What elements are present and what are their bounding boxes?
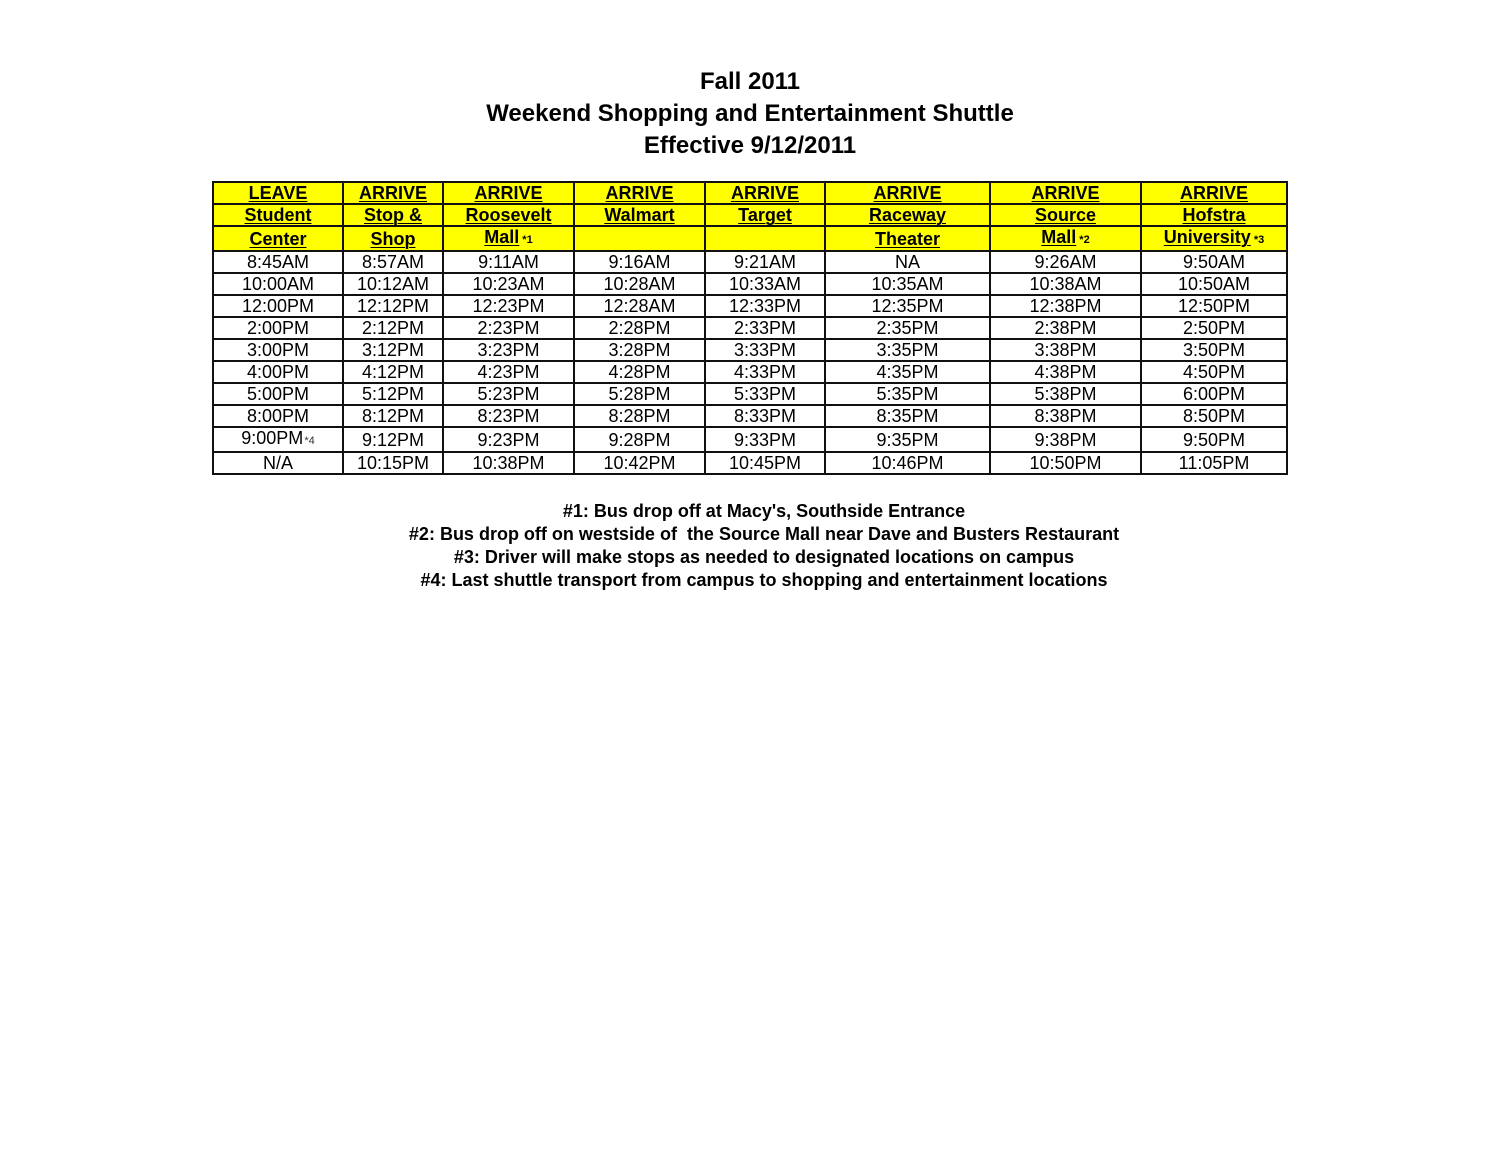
time-cell	[343, 383, 443, 405]
time-value: 5:28PM	[608, 384, 671, 404]
footnote-marker: *1	[522, 234, 533, 246]
time-value: 12:50PM	[1177, 296, 1251, 316]
title-season: Fall 2011	[699, 68, 801, 95]
time-value: 4:12PM	[361, 362, 425, 382]
column-header-cell	[1141, 182, 1287, 204]
time-cell	[825, 383, 990, 405]
time-cell	[825, 251, 990, 273]
time-value: 9:21AM	[733, 252, 797, 272]
time-value: 8:57AM	[361, 252, 425, 272]
column-header-cell	[213, 204, 343, 226]
document-title-block	[0, 66, 1500, 162]
time-cell	[705, 452, 825, 474]
time-cell	[343, 427, 443, 452]
header-row-1	[213, 182, 1287, 204]
time-cell	[705, 339, 825, 361]
column-header-cell	[825, 182, 990, 204]
time-value: 10:35AM	[871, 274, 944, 294]
time-cell	[443, 405, 574, 427]
time-cell	[213, 361, 343, 383]
column-header-cell	[825, 204, 990, 226]
time-cell	[1141, 383, 1287, 405]
column-header-text: ARRIVE	[1031, 183, 1100, 203]
time-value: N/A	[262, 453, 293, 473]
time-value: 9:00PM	[241, 428, 304, 448]
time-value: 3:12PM	[361, 340, 425, 360]
column-header-text: ARRIVE	[873, 183, 942, 203]
time-cell	[1141, 427, 1287, 452]
time-cell	[705, 273, 825, 295]
time-value: 3:00PM	[246, 340, 310, 360]
time-value: 5:38PM	[1034, 384, 1097, 404]
time-cell	[990, 405, 1141, 427]
time-value: 8:23PM	[477, 406, 540, 426]
header-row-3	[213, 226, 1287, 251]
time-cell	[990, 452, 1141, 474]
column-header-cell	[1141, 226, 1287, 251]
time-cell	[443, 317, 574, 339]
time-value: 2:12PM	[361, 318, 425, 338]
time-value: 12:23PM	[472, 296, 545, 316]
time-cell	[705, 383, 825, 405]
time-cell	[825, 361, 990, 383]
table-row	[213, 273, 1287, 295]
time-cell	[825, 339, 990, 361]
time-cell	[213, 452, 343, 474]
time-cell	[990, 361, 1141, 383]
time-cell	[443, 339, 574, 361]
column-header-cell	[705, 182, 825, 204]
time-cell	[825, 405, 990, 427]
footnote-4: #4: Last shuttle transport from campus to shopping and entertainment locations	[420, 570, 1108, 590]
time-cell	[990, 427, 1141, 452]
time-value: 12:35PM	[871, 296, 944, 316]
title-effective-date: Effective 9/12/2011	[643, 132, 857, 159]
time-cell	[574, 295, 705, 317]
column-header-cell	[343, 204, 443, 226]
column-header-cell	[705, 204, 825, 226]
time-cell	[705, 317, 825, 339]
time-value: 12:33PM	[728, 296, 802, 316]
time-value: 3:23PM	[477, 340, 540, 360]
time-value: 8:35PM	[876, 406, 939, 426]
column-header-text: Hofstra	[1182, 205, 1246, 225]
time-cell	[705, 405, 825, 427]
title-service: Weekend Shopping and Entertainment Shuttle	[486, 100, 1014, 127]
time-cell	[705, 251, 825, 273]
footnote-marker: *4	[304, 435, 315, 447]
time-cell	[990, 339, 1141, 361]
time-value: 10:46PM	[871, 453, 944, 473]
time-value: 2:23PM	[477, 318, 540, 338]
time-value: 2:35PM	[876, 318, 939, 338]
time-value: 9:35PM	[876, 429, 939, 450]
table-row	[213, 251, 1287, 273]
time-value: 9:23PM	[477, 429, 540, 450]
column-header-cell	[443, 182, 574, 204]
time-value: 4:35PM	[876, 362, 939, 382]
time-cell	[1141, 317, 1287, 339]
time-cell	[705, 361, 825, 383]
column-header-cell	[443, 226, 574, 251]
column-header-cell	[574, 226, 705, 251]
column-header-cell	[990, 204, 1141, 226]
time-cell	[825, 295, 990, 317]
time-cell	[343, 295, 443, 317]
column-header-text: Mall	[484, 227, 520, 247]
time-value: 6:00PM	[1182, 384, 1246, 404]
time-value: 5:23PM	[477, 384, 540, 404]
time-cell	[443, 273, 574, 295]
time-value: 3:33PM	[733, 340, 797, 360]
time-value: 10:42PM	[603, 453, 676, 473]
time-value: 4:38PM	[1034, 362, 1097, 382]
time-cell	[825, 317, 990, 339]
time-value: 8:45AM	[246, 252, 310, 272]
time-value: 10:23AM	[472, 274, 545, 294]
time-value: 12:28AM	[603, 296, 676, 316]
time-cell	[443, 427, 574, 452]
time-value: 9:16AM	[608, 252, 671, 272]
time-value: 8:00PM	[246, 406, 310, 426]
time-cell	[825, 452, 990, 474]
time-value: 8:50PM	[1182, 406, 1246, 426]
time-cell	[825, 427, 990, 452]
time-value: 12:38PM	[1029, 296, 1102, 316]
column-header-text: ARRIVE	[605, 183, 674, 203]
table-row	[213, 361, 1287, 383]
time-cell	[213, 339, 343, 361]
time-value: 2:33PM	[733, 318, 797, 338]
time-value: 5:00PM	[246, 384, 310, 404]
time-cell	[443, 452, 574, 474]
time-cell	[343, 251, 443, 273]
time-value: 4:00PM	[246, 362, 310, 382]
time-cell	[574, 361, 705, 383]
shuttle-schedule-table	[212, 181, 1288, 475]
time-value: 5:33PM	[733, 384, 797, 404]
column-header-cell	[213, 226, 343, 251]
time-cell	[574, 427, 705, 452]
time-value: 9:28PM	[608, 429, 671, 450]
table-row	[213, 339, 1287, 361]
time-value: 10:50AM	[1177, 274, 1251, 294]
time-cell	[705, 427, 825, 452]
column-header-cell	[343, 182, 443, 204]
time-cell	[343, 339, 443, 361]
column-header-text: Raceway	[868, 205, 947, 225]
time-value: 3:28PM	[608, 340, 671, 360]
time-cell	[990, 251, 1141, 273]
time-value: 8:12PM	[361, 406, 425, 426]
time-value: 10:15PM	[356, 453, 430, 473]
column-header-cell	[443, 204, 574, 226]
time-value: 10:38PM	[472, 453, 545, 473]
time-value: 5:12PM	[361, 384, 425, 404]
time-cell	[213, 295, 343, 317]
time-cell	[1141, 295, 1287, 317]
column-header-text: LEAVE	[248, 183, 308, 203]
column-header-cell	[825, 226, 990, 251]
time-value: 12:00PM	[241, 296, 315, 316]
time-value: 9:50AM	[1182, 252, 1246, 272]
footnote-marker: *3	[1253, 234, 1265, 246]
footnote-marker: *2	[1079, 234, 1090, 246]
time-cell	[574, 452, 705, 474]
column-header-text: Student	[244, 205, 312, 225]
footnotes	[0, 500, 1500, 592]
header-row-2	[213, 204, 1287, 226]
time-cell	[343, 452, 443, 474]
time-value: 10:12AM	[356, 274, 430, 294]
time-cell	[213, 273, 343, 295]
time-cell	[574, 383, 705, 405]
column-header-text: University	[1163, 227, 1251, 247]
time-cell	[343, 405, 443, 427]
table-row	[213, 317, 1287, 339]
time-cell	[443, 251, 574, 273]
time-value: 2:50PM	[1182, 318, 1246, 338]
column-header-cell	[990, 182, 1141, 204]
table-row	[213, 405, 1287, 427]
time-cell	[343, 317, 443, 339]
time-cell	[213, 427, 343, 452]
time-value: 9:38PM	[1034, 429, 1097, 450]
table-row	[213, 427, 1287, 452]
time-cell	[1141, 339, 1287, 361]
time-value: 4:50PM	[1182, 362, 1246, 382]
time-value: 2:00PM	[246, 318, 310, 338]
column-header-text: ARRIVE	[474, 183, 543, 203]
column-header-text: ARRIVE	[730, 183, 799, 203]
time-value: 2:28PM	[608, 318, 671, 338]
time-value: 3:38PM	[1034, 340, 1097, 360]
time-value: 4:23PM	[477, 362, 540, 382]
time-value: 8:33PM	[733, 406, 797, 426]
column-header-text: ARRIVE	[1179, 183, 1248, 203]
column-header-text: Roosevelt	[465, 205, 552, 225]
time-cell	[574, 251, 705, 273]
time-value: 5:35PM	[876, 384, 939, 404]
time-value: 3:35PM	[876, 340, 939, 360]
time-value: 8:38PM	[1034, 406, 1097, 426]
time-cell	[574, 273, 705, 295]
time-cell	[443, 295, 574, 317]
time-value: 9:11AM	[478, 252, 539, 272]
time-value: 10:00AM	[241, 274, 315, 294]
time-cell	[990, 317, 1141, 339]
time-cell	[990, 273, 1141, 295]
time-value: 10:50PM	[1029, 453, 1102, 473]
time-value: 12:12PM	[356, 296, 430, 316]
time-value: 11:05PM	[1178, 453, 1250, 473]
time-value: 4:28PM	[608, 362, 671, 382]
time-cell	[574, 339, 705, 361]
time-value: 2:38PM	[1034, 318, 1097, 338]
column-header-text: Shop	[370, 228, 416, 249]
table-row	[213, 452, 1287, 474]
time-cell	[343, 361, 443, 383]
column-header-text: Mall	[1041, 227, 1077, 247]
footnote-1: #1: Bus drop off at Macy's, Southside Entrance	[562, 501, 966, 521]
column-header-text: Theater	[874, 228, 941, 249]
time-value: 9:33PM	[733, 429, 797, 450]
column-header-text: Source	[1034, 205, 1097, 225]
column-header-text: Walmart	[604, 205, 675, 225]
column-header-cell	[574, 182, 705, 204]
column-header-text: Target	[738, 205, 792, 225]
time-cell	[213, 251, 343, 273]
time-cell	[443, 383, 574, 405]
column-header-text: ARRIVE	[358, 183, 427, 203]
time-value: 9:50PM	[1182, 429, 1246, 450]
time-cell	[213, 405, 343, 427]
time-cell	[705, 295, 825, 317]
time-cell	[443, 361, 574, 383]
column-header-cell	[213, 182, 343, 204]
time-value: 10:45PM	[728, 453, 802, 473]
time-cell	[343, 273, 443, 295]
time-value: NA	[894, 252, 920, 272]
column-header-cell	[990, 226, 1141, 251]
time-cell	[990, 383, 1141, 405]
time-value: 8:28PM	[608, 406, 671, 426]
time-cell	[1141, 405, 1287, 427]
time-cell	[574, 405, 705, 427]
column-header-text: Stop &	[364, 205, 422, 225]
footnote-2: #2: Bus drop off on westside of the Source Mall near Dave and Busters Restaurant	[408, 524, 1120, 544]
time-cell	[990, 295, 1141, 317]
table-row	[213, 383, 1287, 405]
time-cell	[213, 383, 343, 405]
time-value: 10:28AM	[603, 274, 676, 294]
column-header-cell	[574, 204, 705, 226]
column-header-text: Center	[249, 228, 307, 249]
time-cell	[1141, 251, 1287, 273]
time-cell	[213, 317, 343, 339]
column-header-cell	[343, 226, 443, 251]
time-value: 10:38AM	[1029, 274, 1102, 294]
time-cell	[574, 317, 705, 339]
time-cell	[1141, 361, 1287, 383]
time-value: 3:50PM	[1182, 340, 1246, 360]
column-header-cell	[705, 226, 825, 251]
time-value: 9:12PM	[361, 429, 425, 450]
time-cell	[825, 273, 990, 295]
time-value: 4:33PM	[733, 362, 797, 382]
time-cell	[1141, 273, 1287, 295]
footnote-3: #3: Driver will make stops as needed to designated locations on campus	[453, 547, 1075, 567]
time-value: 10:33AM	[728, 274, 802, 294]
time-cell	[1141, 452, 1287, 474]
table-row	[213, 295, 1287, 317]
column-header-cell	[1141, 204, 1287, 226]
time-value: 9:26AM	[1034, 252, 1097, 272]
